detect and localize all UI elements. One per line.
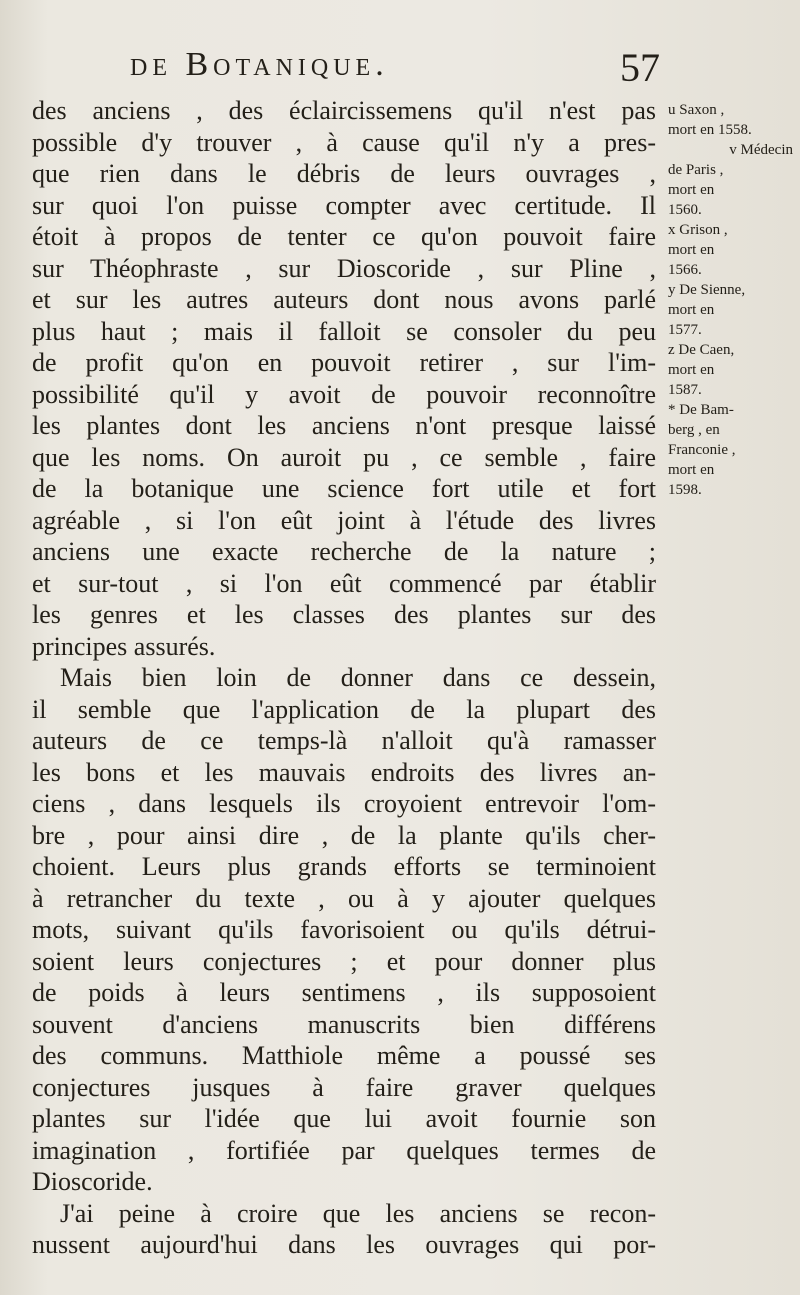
text-line: principes assurés. <box>32 631 216 661</box>
text-line: J'ai peine à croire que les anciens se recon- <box>60 1198 656 1228</box>
text-line: sur quoi l'on puisse compter avec certitude. Il <box>32 190 656 220</box>
margin-note-line: * De Bam- <box>668 402 734 418</box>
text-line: possible d'y trouver , à cause qu'il n'y a pres- <box>32 127 656 157</box>
margin-notes <box>668 100 793 500</box>
text-line: et sur-tout , si l'on eût commencé par établir <box>32 568 656 598</box>
margin-note-line: mort en <box>668 302 715 318</box>
text-line: Dioscoride. <box>32 1167 153 1196</box>
text-line: mots, suivant qu'ils favorisoient ou qu'ils détrui- <box>32 915 656 944</box>
text-line: étoit à propos de tenter ce qu'on pouvoit faire <box>32 222 656 251</box>
text-line: il semble que l'application de la plupart des <box>32 694 656 724</box>
margin-note-line: u Saxon , <box>668 102 725 118</box>
text-line: des communs. Matthiole même a poussé ses <box>32 1041 656 1070</box>
text-line: sur Théophraste , sur Dioscoride , sur Pline , <box>32 253 656 283</box>
margin-note-line: mort en 1558. <box>668 122 752 138</box>
text-line: et sur les autres auteurs dont nous avons parlé <box>32 285 656 314</box>
text-line: auteurs de ce temps-là n'alloit qu'à ramasser <box>32 726 656 755</box>
text-line: imagination , fortifiée par quelques termes de <box>32 1135 656 1165</box>
text-line: Mais bien loin de donner dans ce dessein, <box>60 663 656 692</box>
text-line: de profit qu'on en pouvoit retirer , sur l'im- <box>32 348 656 377</box>
body-text <box>32 95 656 1261</box>
margin-note-line: mort en <box>668 182 715 198</box>
text-line: que les noms. On auroit pu , ce semble , faire <box>32 442 656 472</box>
text-line: bre , pour ainsi dire , de la plante qu'ils cher- <box>32 820 656 850</box>
text-line: choient. Leurs plus grands efforts se terminoient <box>32 852 656 881</box>
margin-note-line: z De Caen, <box>668 342 735 358</box>
text-line: agréable , si l'on eût joint à l'étude des livres <box>32 505 656 535</box>
text-line: les genres et les classes des plantes sur des <box>32 600 656 629</box>
margin-note-line: 1577. <box>668 322 702 338</box>
margin-note-line: v Médecin <box>729 142 793 158</box>
running-head: de Botanique. <box>130 46 389 83</box>
text-line: souvent d'anciens manuscrits bien différens <box>32 1009 656 1039</box>
margin-note-line: berg , en <box>668 422 720 438</box>
margin-note-line: y De Sienne, <box>668 282 746 298</box>
margin-note-line: Franconie , <box>668 442 736 458</box>
margin-note-line: 1587. <box>668 382 702 398</box>
text-line: les bons et les mauvais endroits des livres an- <box>32 757 656 787</box>
margin-note-line: 1566. <box>668 262 702 278</box>
text-line: plus haut ; mais il falloit se consoler du peu <box>32 316 656 346</box>
page-header <box>130 44 670 94</box>
text-line: que rien dans le débris de leurs ouvrages , <box>32 159 656 188</box>
text-line: des anciens , des éclaircissemens qu'il n'est pas <box>32 96 656 125</box>
text-line: de poids à leurs sentimens , ils supposoient <box>32 978 656 1007</box>
margin-note-line: mort en <box>668 462 715 478</box>
margin-note-line: x Grison , <box>668 222 728 238</box>
text-line: anciens une exacte recherche de la nature ; <box>32 537 656 566</box>
text-line: à retrancher du texte , ou à y ajouter quelques <box>32 883 656 913</box>
text-line: conjectures jusques à faire graver quelques <box>32 1072 656 1102</box>
text-line: plantes sur l'idée que lui avoit fournie son <box>32 1104 656 1133</box>
text-line: nussent aujourd'hui dans les ouvrages qui por- <box>32 1230 656 1259</box>
margin-note-line: 1560. <box>668 202 702 218</box>
margin-note-line: 1598. <box>668 482 702 498</box>
text-line: les plantes dont les anciens n'ont presque laissé <box>32 411 656 440</box>
text-line: ciens , dans lesquels ils croyoient entrevoir l'om- <box>32 789 656 818</box>
text-line: soient leurs conjectures ; et pour donner plus <box>32 946 656 976</box>
page-number: 57 <box>620 45 660 90</box>
margin-note-line: mort en <box>668 362 715 378</box>
margin-note-line: mort en <box>668 242 715 258</box>
margin-note-line: de Paris , <box>668 162 724 178</box>
text-line: possibilité qu'il y avoit de pouvoir reconnoître <box>32 379 656 409</box>
text-line: de la botanique une science fort utile et fort <box>32 474 656 503</box>
